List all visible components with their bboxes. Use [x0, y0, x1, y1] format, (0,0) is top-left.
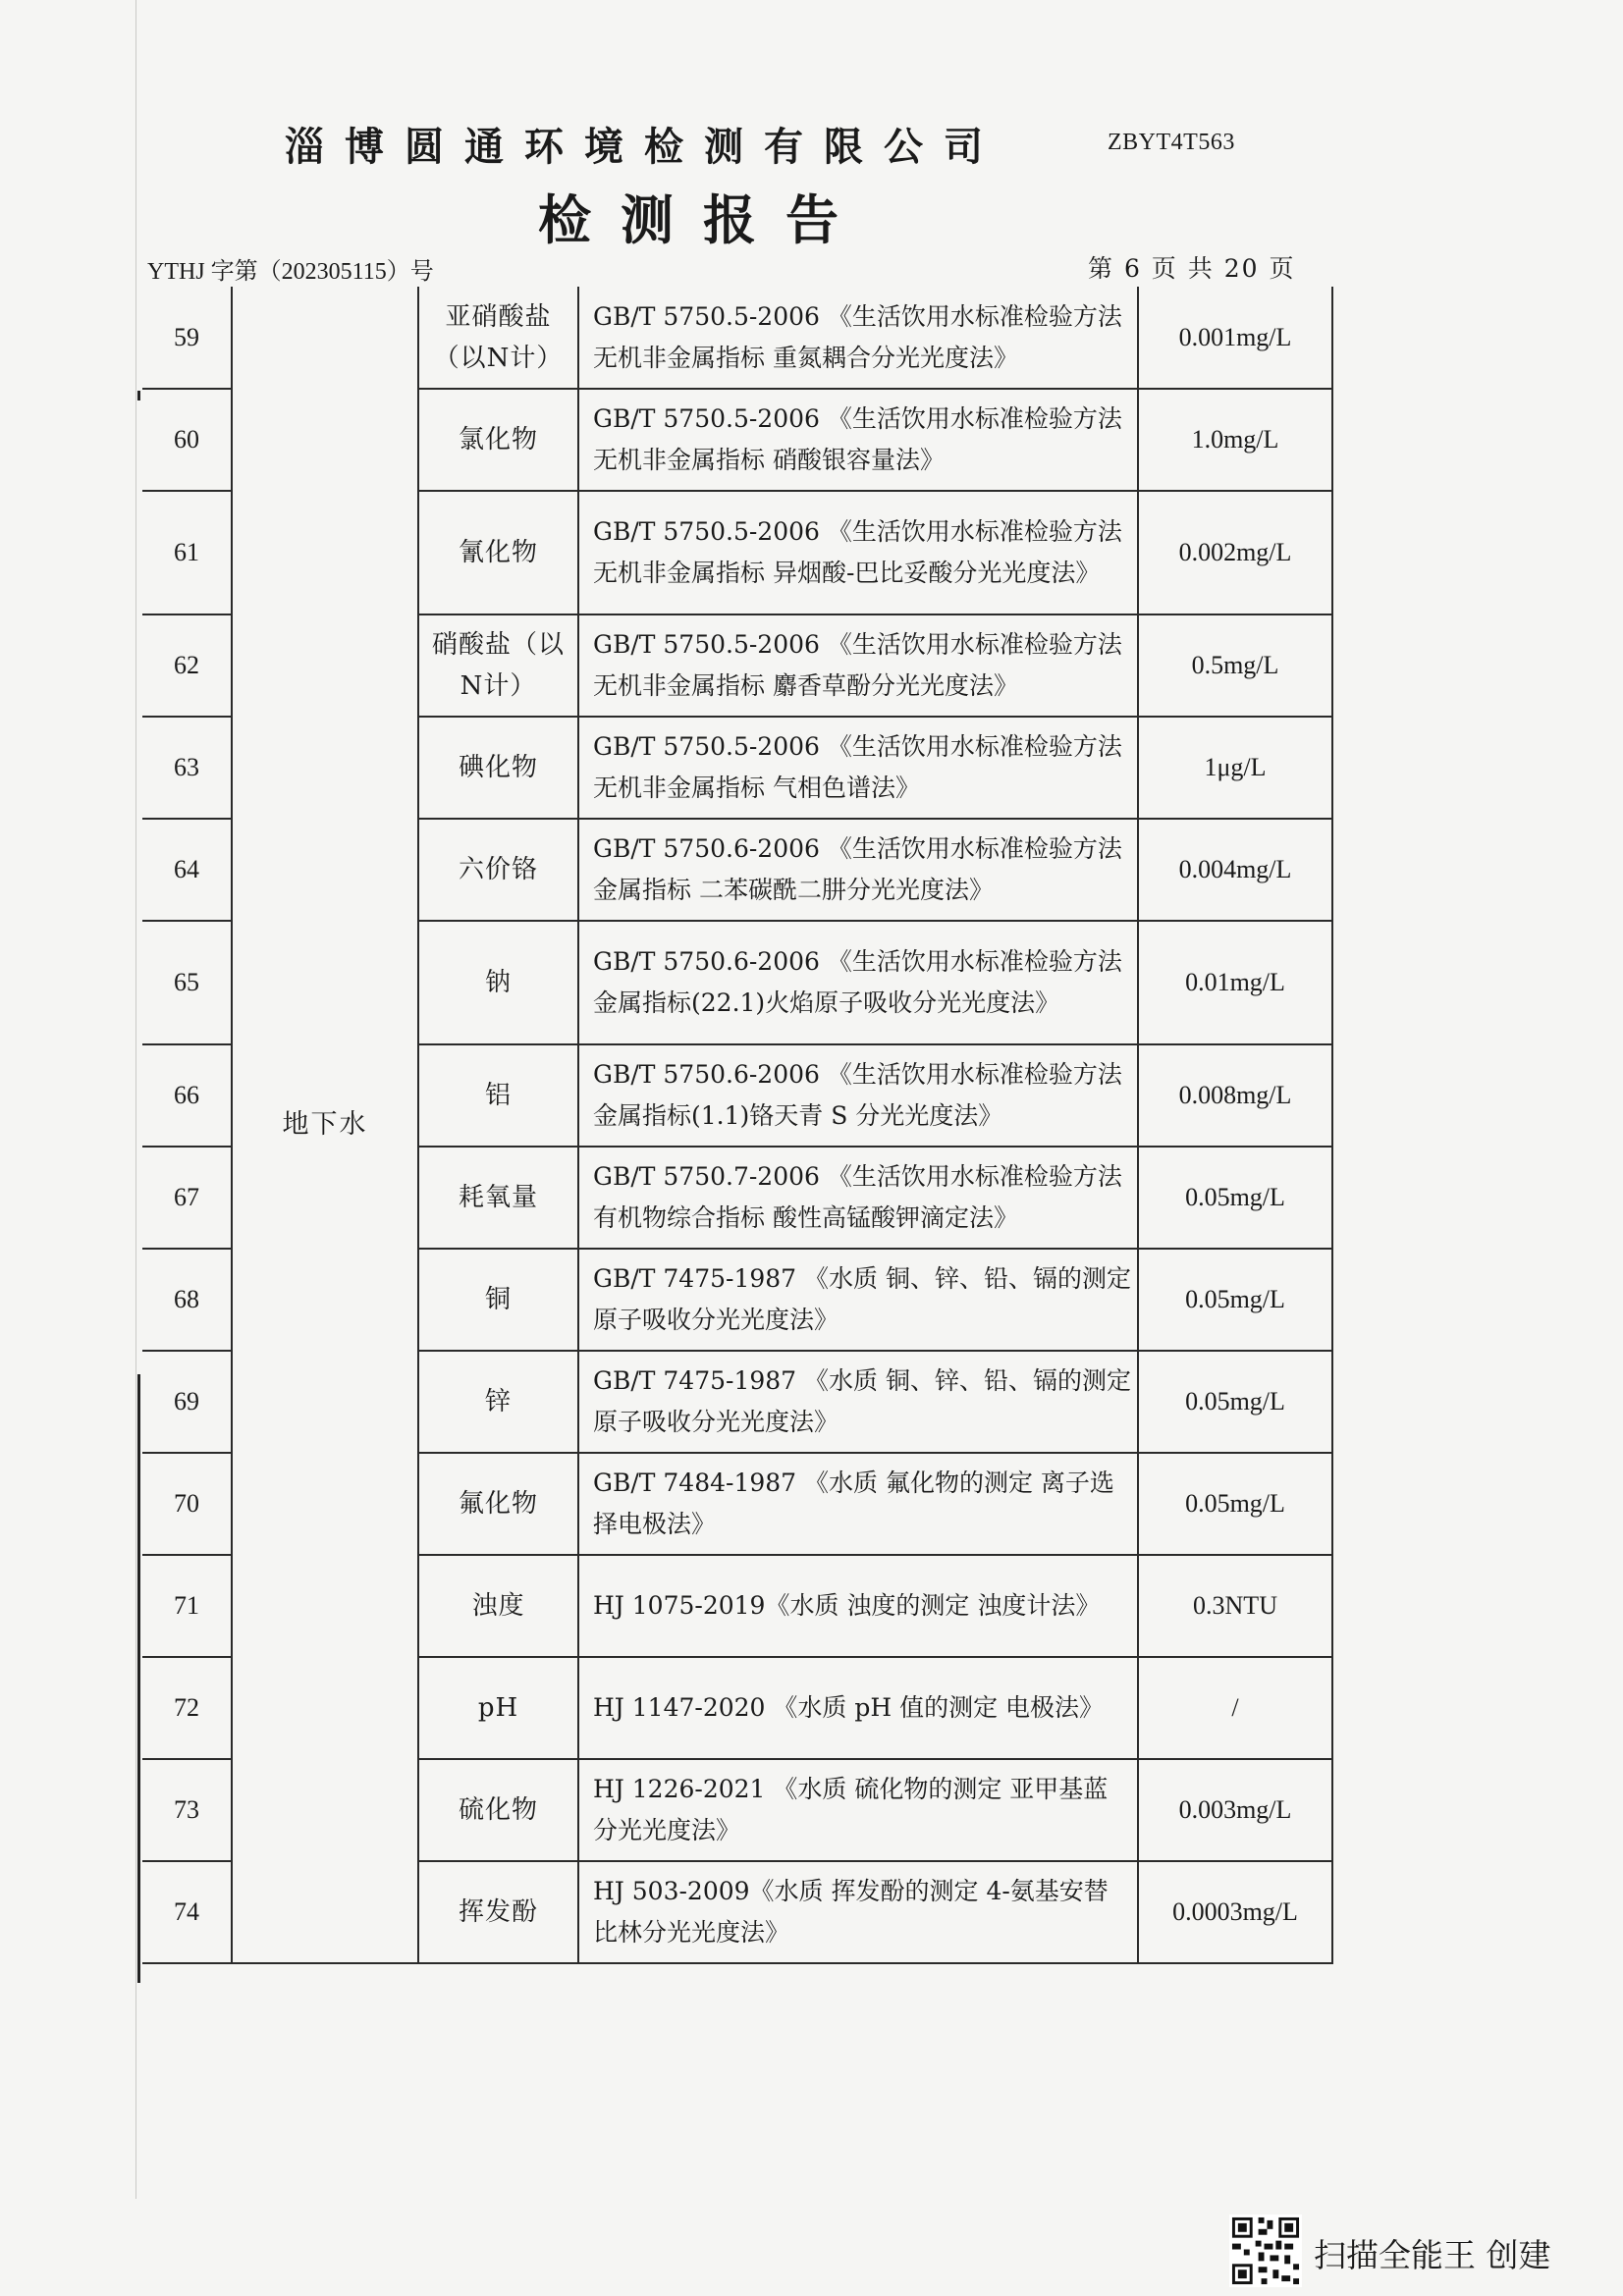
page-info: 第 6 页 共 20 页: [1088, 254, 1296, 283]
row-number: 62: [142, 614, 232, 717]
detection-limit: 0.01mg/L: [1138, 921, 1332, 1044]
test-method: GB/T 5750.6-2006 《生活饮用水标准检验方法 金属指标(22.1)火焰原子吸收分光光度法》: [578, 921, 1138, 1044]
detection-limit: 0.002mg/L: [1138, 491, 1332, 614]
detection-limit: 0.0003mg/L: [1138, 1861, 1332, 1963]
left-rule-fragment: [137, 1374, 140, 1983]
row-number: 66: [142, 1044, 232, 1147]
report-title: 检测报告: [538, 188, 868, 251]
row-number: 73: [142, 1759, 232, 1861]
detection-limit: 0.008mg/L: [1138, 1044, 1332, 1147]
test-item: 氟化物: [418, 1453, 578, 1555]
document-code: ZBYT4T563: [1108, 130, 1235, 155]
test-method: GB/T 7475-1987 《水质 铜、锌、铅、镉的测定 原子吸收分光光度法》: [578, 1249, 1138, 1351]
results-table: [142, 287, 1333, 1964]
detection-limit: 0.5mg/L: [1138, 614, 1332, 717]
company-name: 淄博圆通环境检测有限公司: [285, 124, 1003, 170]
test-method: GB/T 5750.6-2006 《生活饮用水标准检验方法 金属指标 二苯碳酰二肼分光光度法》: [578, 819, 1138, 921]
test-item: 六价铬: [418, 819, 578, 921]
detection-limit: 0.004mg/L: [1138, 819, 1332, 921]
row-number: 74: [142, 1861, 232, 1963]
test-item: 挥发酚: [418, 1861, 578, 1963]
test-item: 铜: [418, 1249, 578, 1351]
test-item: 硫化物: [418, 1759, 578, 1861]
detection-limit: 0.001mg/L: [1138, 287, 1332, 389]
test-method: GB/T 5750.5-2006 《生活饮用水标准检验方法 无机非金属指标 异烟酸-巴比妥酸分光光度法》: [578, 491, 1138, 614]
test-item: 碘化物: [418, 717, 578, 819]
test-item: 锌: [418, 1351, 578, 1453]
report-number: YTHJ 字第（202305115）号: [147, 259, 434, 285]
test-item: 硝酸盐（以N计）: [418, 614, 578, 717]
test-method: HJ 1226-2021 《水质 硫化物的测定 亚甲基蓝分光光度法》: [578, 1759, 1138, 1861]
detection-limit: 0.05mg/L: [1138, 1453, 1332, 1555]
test-item: pH: [418, 1657, 578, 1759]
row-number: 68: [142, 1249, 232, 1351]
test-item: 铝: [418, 1044, 578, 1147]
test-item: 氯化物: [418, 389, 578, 491]
row-number: 59: [142, 287, 232, 389]
row-number: 64: [142, 819, 232, 921]
test-method: GB/T 5750.5-2006 《生活饮用水标准检验方法 无机非金属指标 气相色谱法》: [578, 717, 1138, 819]
detection-limit: 0.05mg/L: [1138, 1351, 1332, 1453]
test-method: GB/T 5750.5-2006 《生活饮用水标准检验方法 无机非金属指标 重氮耦合分光光度法》: [578, 287, 1138, 389]
qr-code-icon: [1229, 2215, 1302, 2287]
row-number: 63: [142, 717, 232, 819]
detection-limit: /: [1138, 1657, 1332, 1759]
row-number: 72: [142, 1657, 232, 1759]
detection-limit: 0.3NTU: [1138, 1555, 1332, 1657]
test-method: GB/T 7484-1987 《水质 氟化物的测定 离子选择电极法》: [578, 1453, 1138, 1555]
row-number: 71: [142, 1555, 232, 1657]
detection-limit: 0.05mg/L: [1138, 1147, 1332, 1249]
scanner-credit: 扫描全能王 创建: [1314, 2236, 1551, 2274]
test-item: 亚硝酸盐（以N计）: [418, 287, 578, 389]
row-number: 69: [142, 1351, 232, 1453]
test-item: 耗氧量: [418, 1147, 578, 1249]
row-number: 70: [142, 1453, 232, 1555]
test-method: GB/T 7475-1987 《水质 铜、锌、铅、镉的测定 原子吸收分光光度法》: [578, 1351, 1138, 1453]
detection-limit: 1.0mg/L: [1138, 389, 1332, 491]
test-method: GB/T 5750.5-2006 《生活饮用水标准检验方法 无机非金属指标 硝酸银容量法》: [578, 389, 1138, 491]
left-rule-fragment: [137, 391, 140, 400]
scanner-watermark: [1229, 2207, 1602, 2285]
page-edge-line: [135, 0, 136, 2199]
test-method: HJ 503-2009《水质 挥发酚的测定 4-氨基安替比林分光光度法》: [578, 1861, 1138, 1963]
test-item: 浊度: [418, 1555, 578, 1657]
test-item: 钠: [418, 921, 578, 1044]
detection-limit: 0.05mg/L: [1138, 1249, 1332, 1351]
test-method: GB/T 5750.5-2006 《生活饮用水标准检验方法 无机非金属指标 麝香草酚分光光度法》: [578, 614, 1138, 717]
sample-category: 地下水: [232, 287, 418, 1963]
test-method: GB/T 5750.6-2006 《生活饮用水标准检验方法 金属指标(1.1)铬天青 S 分光光度法》: [578, 1044, 1138, 1147]
table-row: [142, 287, 1332, 389]
test-item: 氰化物: [418, 491, 578, 614]
test-method: GB/T 5750.7-2006 《生活饮用水标准检验方法 有机物综合指标 酸性高锰酸钾滴定法》: [578, 1147, 1138, 1249]
row-number: 65: [142, 921, 232, 1044]
test-method: HJ 1075-2019《水质 浊度的测定 浊度计法》: [578, 1555, 1138, 1657]
row-number: 61: [142, 491, 232, 614]
detection-limit: 0.003mg/L: [1138, 1759, 1332, 1861]
row-number: 60: [142, 389, 232, 491]
test-method: HJ 1147-2020 《水质 pH 值的测定 电极法》: [578, 1657, 1138, 1759]
detection-limit: 1μg/L: [1138, 717, 1332, 819]
row-number: 67: [142, 1147, 232, 1249]
